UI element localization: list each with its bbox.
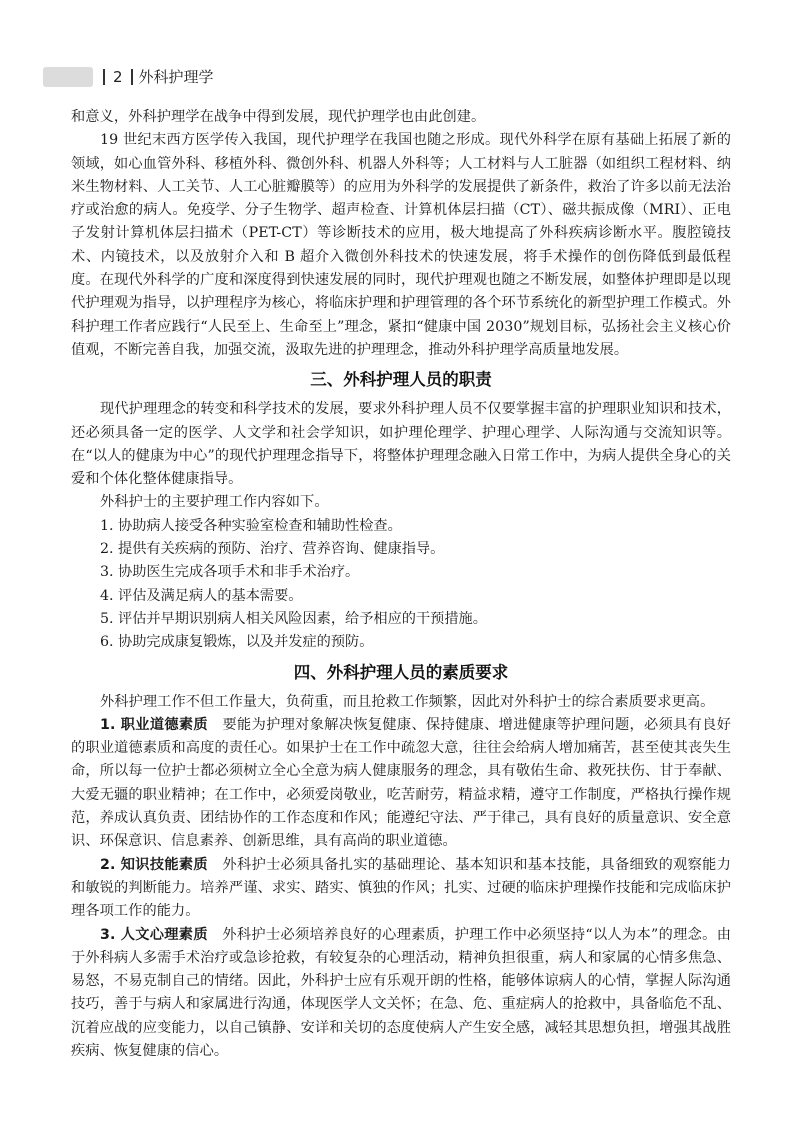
list-item: 5. 评估并早期识别病人相关风险因素，给予相应的干预措施。	[100, 610, 487, 627]
book-title: 外科护理学	[138, 68, 214, 86]
running-header	[43, 66, 214, 88]
section-heading-duties: 三、外科护理人员的职责	[310, 370, 492, 390]
paragraph-continued: 和意义，外科护理学在战争中得到发展，现代护理学也由此创建。	[71, 109, 486, 125]
quality-paragraph	[71, 854, 731, 924]
main-content	[71, 106, 731, 1063]
header-divider	[131, 69, 133, 85]
quality-text: 要能为护理对象解决恢复健康、保持健康、增进健康等护理问题，必须具有良好的职业道德素质和高度的责任心。如果护士在工作中疏忽大意，往往会给病人增加痛苦，甚至使其丧失生命，所以每一位护士都必须树立全心全意为病人健康服务的理念，具有敬佑生命、救死扶伤、甘于奉献、大爱无疆的职业精神；在工作中，必须爱岗敬业，吃苦耐劳，精益求精，遵守工作制度，严格执行操作规范，养成认真负责、团结协作的工作态度和作风；能遵纪守法、严于律己，具有良好的质量意识、安全意识、环保意识、信息素养、创新思维，具有高尚的职业道德。	[71, 716, 731, 850]
list-item: 6. 协助完成康复锻炼，以及并发症的预防。	[100, 634, 374, 651]
list-intro: 外科护士的主要护理工作内容如下。	[100, 494, 329, 511]
list-item: 4. 评估及满足病人的基本需要。	[100, 587, 303, 604]
list-item: 2. 提供有关疾病的预防、治疗、营养咨询、健康指导。	[100, 541, 445, 558]
paragraph-duties: 现代护理理念的转变和科学技术的发展，要求外科护理人员不仅要掌握丰富的护理职业知识和技术，还必须具备一定的医学、人文学和社会学知识，如护理伦理学、护理心理学、人际沟通与交流知识等。在“以人的健康为中心”的现代护理理念指导下，将整体护理理念融入日常工作中，为病人提供全身心的关爱和个体化整体健康指导。	[71, 401, 731, 488]
quality-lead: 1. 职业道德素质	[100, 716, 208, 733]
quality-text: 外科护士必须具备扎实的基础理论、基本知识和基本技能，具备细致的观察能力和敏锐的判断能力。培养严谨、求实、踏实、慎独的作风；扎实、过硬的临床护理操作技能和完成临床护理各项工作的能力。	[71, 856, 731, 920]
quality-lead: 3. 人文心理素质	[100, 926, 208, 943]
paragraph-qualities-intro: 外科护理工作不但工作量大，负荷重，而且抢救工作频繁，因此对外科护士的综合素质要求更高。	[100, 693, 715, 710]
paragraph-history: 19 世纪末西方医学传入我国，现代护理学在我国也随之形成。现代外科学在原有基础上拓展了新的领域，如心血管外科、移植外科、微创外科、机器人外科等；人工材料与人工脏器（如组织工程材料、纳米生物材料、人工关节、人工心脏瓣膜等）的应用为外科学的发展提供了新条件，救治了许多以前无法治疗或治愈的病人。免疫学、分子生物学、超声检查、计算机体层扫描（CT）、磁共振成像（MRI）、正电子发射计算机体层扫描术（PET-CT）等诊断技术的应用，极大地提高了外科疾病诊断水平。腹腔镜技术、内镜技术，以及放射介入和 B 超介入微创外科技术的快速发展，将手术操作的创伤降低到最低程度。在现代外科学的广度和深度得到快速发展的同时，现代护理观也随之不断发展，如整体护理即是以现代护理观为指导，以护理程序为核心，将临床护理和护理管理的各个环节系统化的新型护理工作模式。外科护理工作者应践行“人民至上、生命至上”理念，紧扣“健康中国 2030”规划目标，弘扬社会主义核心价值观，不断完善自我，加强交流，汲取先进的护理理念，推动外科护理学高质量地发展。	[71, 132, 731, 358]
page-number: 2	[113, 68, 123, 86]
quality-lead: 2. 知识技能素质	[100, 856, 208, 873]
list-item: 3. 协助医生完成各项手术和非手术治疗。	[100, 564, 360, 581]
quality-paragraph	[71, 714, 731, 854]
list-item: 1. 协助病人接受各种实验室检查和辅助性检查。	[100, 517, 402, 534]
quality-text: 外科护士必须培养良好的心理素质，护理工作中必须坚持“以人为本”的理念。由于外科病人多需手术治疗或急诊抢救，有较复杂的心理活动，精神负担很重，病人和家属的心情多焦急、易怒，不易克制自己的情绪。因此，外科护士应有乐观开朗的性格，能够体谅病人的心情，掌握人际沟通技巧，善于与病人和家属进行沟通，体现医学人文关怀；在急、危、重症病人的抢救中，具备临危不乱、沉着应战的应变能力，以自己镇静、安详和关切的态度使病人产生安全感，减轻其思想负担，增强其战胜疾病、恢复健康的信心。	[71, 926, 731, 1059]
quality-paragraph	[71, 924, 731, 1064]
header-divider	[103, 69, 105, 85]
header-color-bar	[43, 67, 93, 87]
section-heading-qualities: 四、外科护理人员的素质要求	[293, 662, 509, 682]
